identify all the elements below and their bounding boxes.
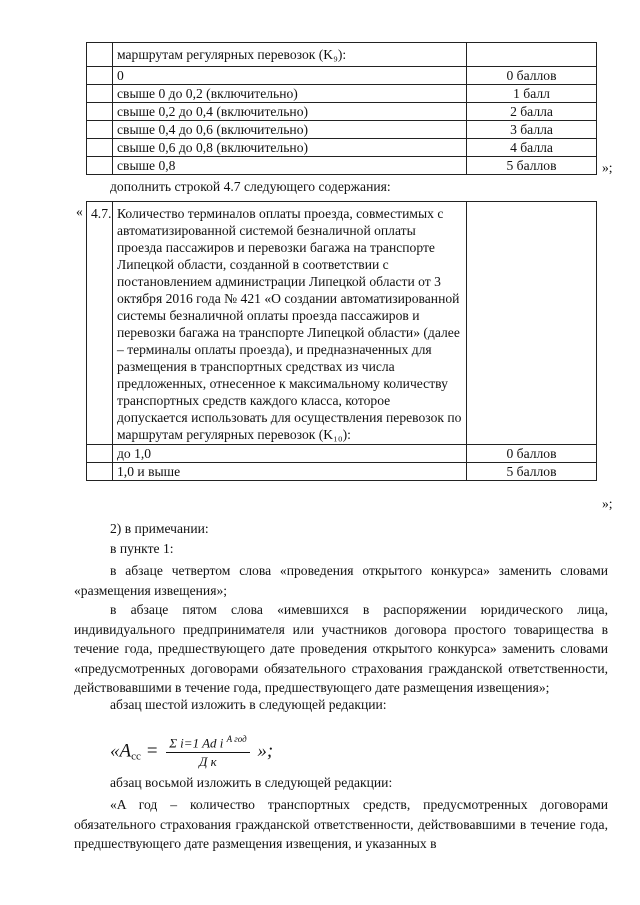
table-cell-label: свыше 0,4 до 0,6 (включительно) bbox=[113, 121, 467, 139]
table-row bbox=[87, 85, 597, 103]
intro-line: дополнить строкой 4.7 следующего содержания: bbox=[110, 179, 391, 194]
table-row bbox=[87, 43, 597, 67]
formula-fraction bbox=[166, 734, 249, 770]
paragraph-abz4: в абзаце четвертом слова «проведения открытого конкурса» заменить словами «размещения извещения»; bbox=[74, 563, 608, 598]
table-cell-label: 0 bbox=[113, 67, 467, 85]
table-cell-label: до 1,0 bbox=[113, 445, 467, 463]
closing-quote: »; bbox=[602, 160, 613, 175]
table-row bbox=[87, 139, 597, 157]
table-cell-label: свыше 0 до 0,2 (включительно) bbox=[113, 85, 467, 103]
table-row bbox=[87, 103, 597, 121]
table-cell-label: 1,0 и выше bbox=[113, 463, 467, 481]
paragraph-abz8: абзац восьмой изложить в следующей редакции: bbox=[110, 775, 393, 790]
formula-acc: «$A_{сс}$ = $\frac{\Sigma i=1 Ad i ^{A год}}{\text{Д к}}$ »; bbox=[110, 734, 274, 770]
paragraph-abz6: абзац шестой изложить в следующей редакции: bbox=[110, 697, 387, 712]
table-cell-description: Количество терминалов оплаты проезда, совместимых с автоматизированной системой безналичной оплаты проезда пассажиров и перевозки багажа на транспорте Липецкой области, созданной в соответствии с постановлением администрации Липецкой области от 3 октября 2016 года № 421 «О создании автоматизированной системы безналичной оплаты проезда пассажиров и перевозки багажа на транспорте Липецкой области» (далее – терминалы оплаты проезда), и предназначенных для размещения в транспортных средствах из числа предложенных, отнесенное к максимальному количеству транспортных средств каждого класса, которое допускается использовать для осуществления перевозок по маршрутам регулярных перевозок (K₁₀): bbox=[113, 202, 467, 445]
table-cell-value: 0 баллов bbox=[467, 445, 597, 463]
table-cell-value: 1 балл bbox=[467, 85, 597, 103]
score-table-k9 bbox=[86, 42, 597, 175]
table-cell-label: свыше 0,6 до 0,8 (включительно) bbox=[113, 139, 467, 157]
formula-numerator: Σ i=1 Ad i $^{A год}$ bbox=[166, 734, 249, 753]
table-cell-value: 5 баллов bbox=[467, 157, 597, 175]
table-cell-label: свыше 0,8 bbox=[113, 157, 467, 175]
table-cell-value: 0 баллов bbox=[467, 67, 597, 85]
paragraph-point-1: в пункте 1: bbox=[110, 541, 174, 556]
table-cell-label: маршрутам регулярных перевозок (K₉): bbox=[113, 43, 467, 67]
table-cell-label: свыше 0,2 до 0,4 (включительно) bbox=[113, 103, 467, 121]
table-cell-value: 2 балла bbox=[467, 103, 597, 121]
paragraph-item-2: 2) в примечании: bbox=[110, 521, 209, 536]
table-row bbox=[87, 445, 597, 463]
paragraph-agod: «A год – количество транспортных средств, предусмотренных договорами обязательного страхования гражданской ответственности, действовавшими в течение года, предшествующего дате размещения извещения, и указанных в bbox=[74, 797, 608, 851]
table-row bbox=[87, 121, 597, 139]
table-cell-value: 3 балла bbox=[467, 121, 597, 139]
table-row bbox=[87, 463, 597, 481]
table-cell-value: 4 балла bbox=[467, 139, 597, 157]
table-row bbox=[87, 157, 597, 175]
table-row bbox=[87, 202, 597, 445]
opening-quote: « bbox=[76, 204, 83, 219]
table-cell-value: 5 баллов bbox=[467, 463, 597, 481]
formula-denominator: Д к bbox=[199, 754, 217, 770]
table-row bbox=[87, 67, 597, 85]
score-table-k10 bbox=[86, 201, 597, 481]
paragraph-abz5: в абзаце пятом слова «имевшихся в распоряжении юридического лица, индивидуального предпринимателя или участников договора простого товарищества в течение года, предшествующего дате проведения открытого конкурса» заменить словами «предусмотренных договорами обязательного страхования гражданской ответственности, действовавшими в течение года, предшествующего дате размещения извещения»; bbox=[74, 602, 608, 695]
closing-quote: »; bbox=[602, 496, 613, 511]
row-number: 4.7. bbox=[87, 202, 113, 445]
